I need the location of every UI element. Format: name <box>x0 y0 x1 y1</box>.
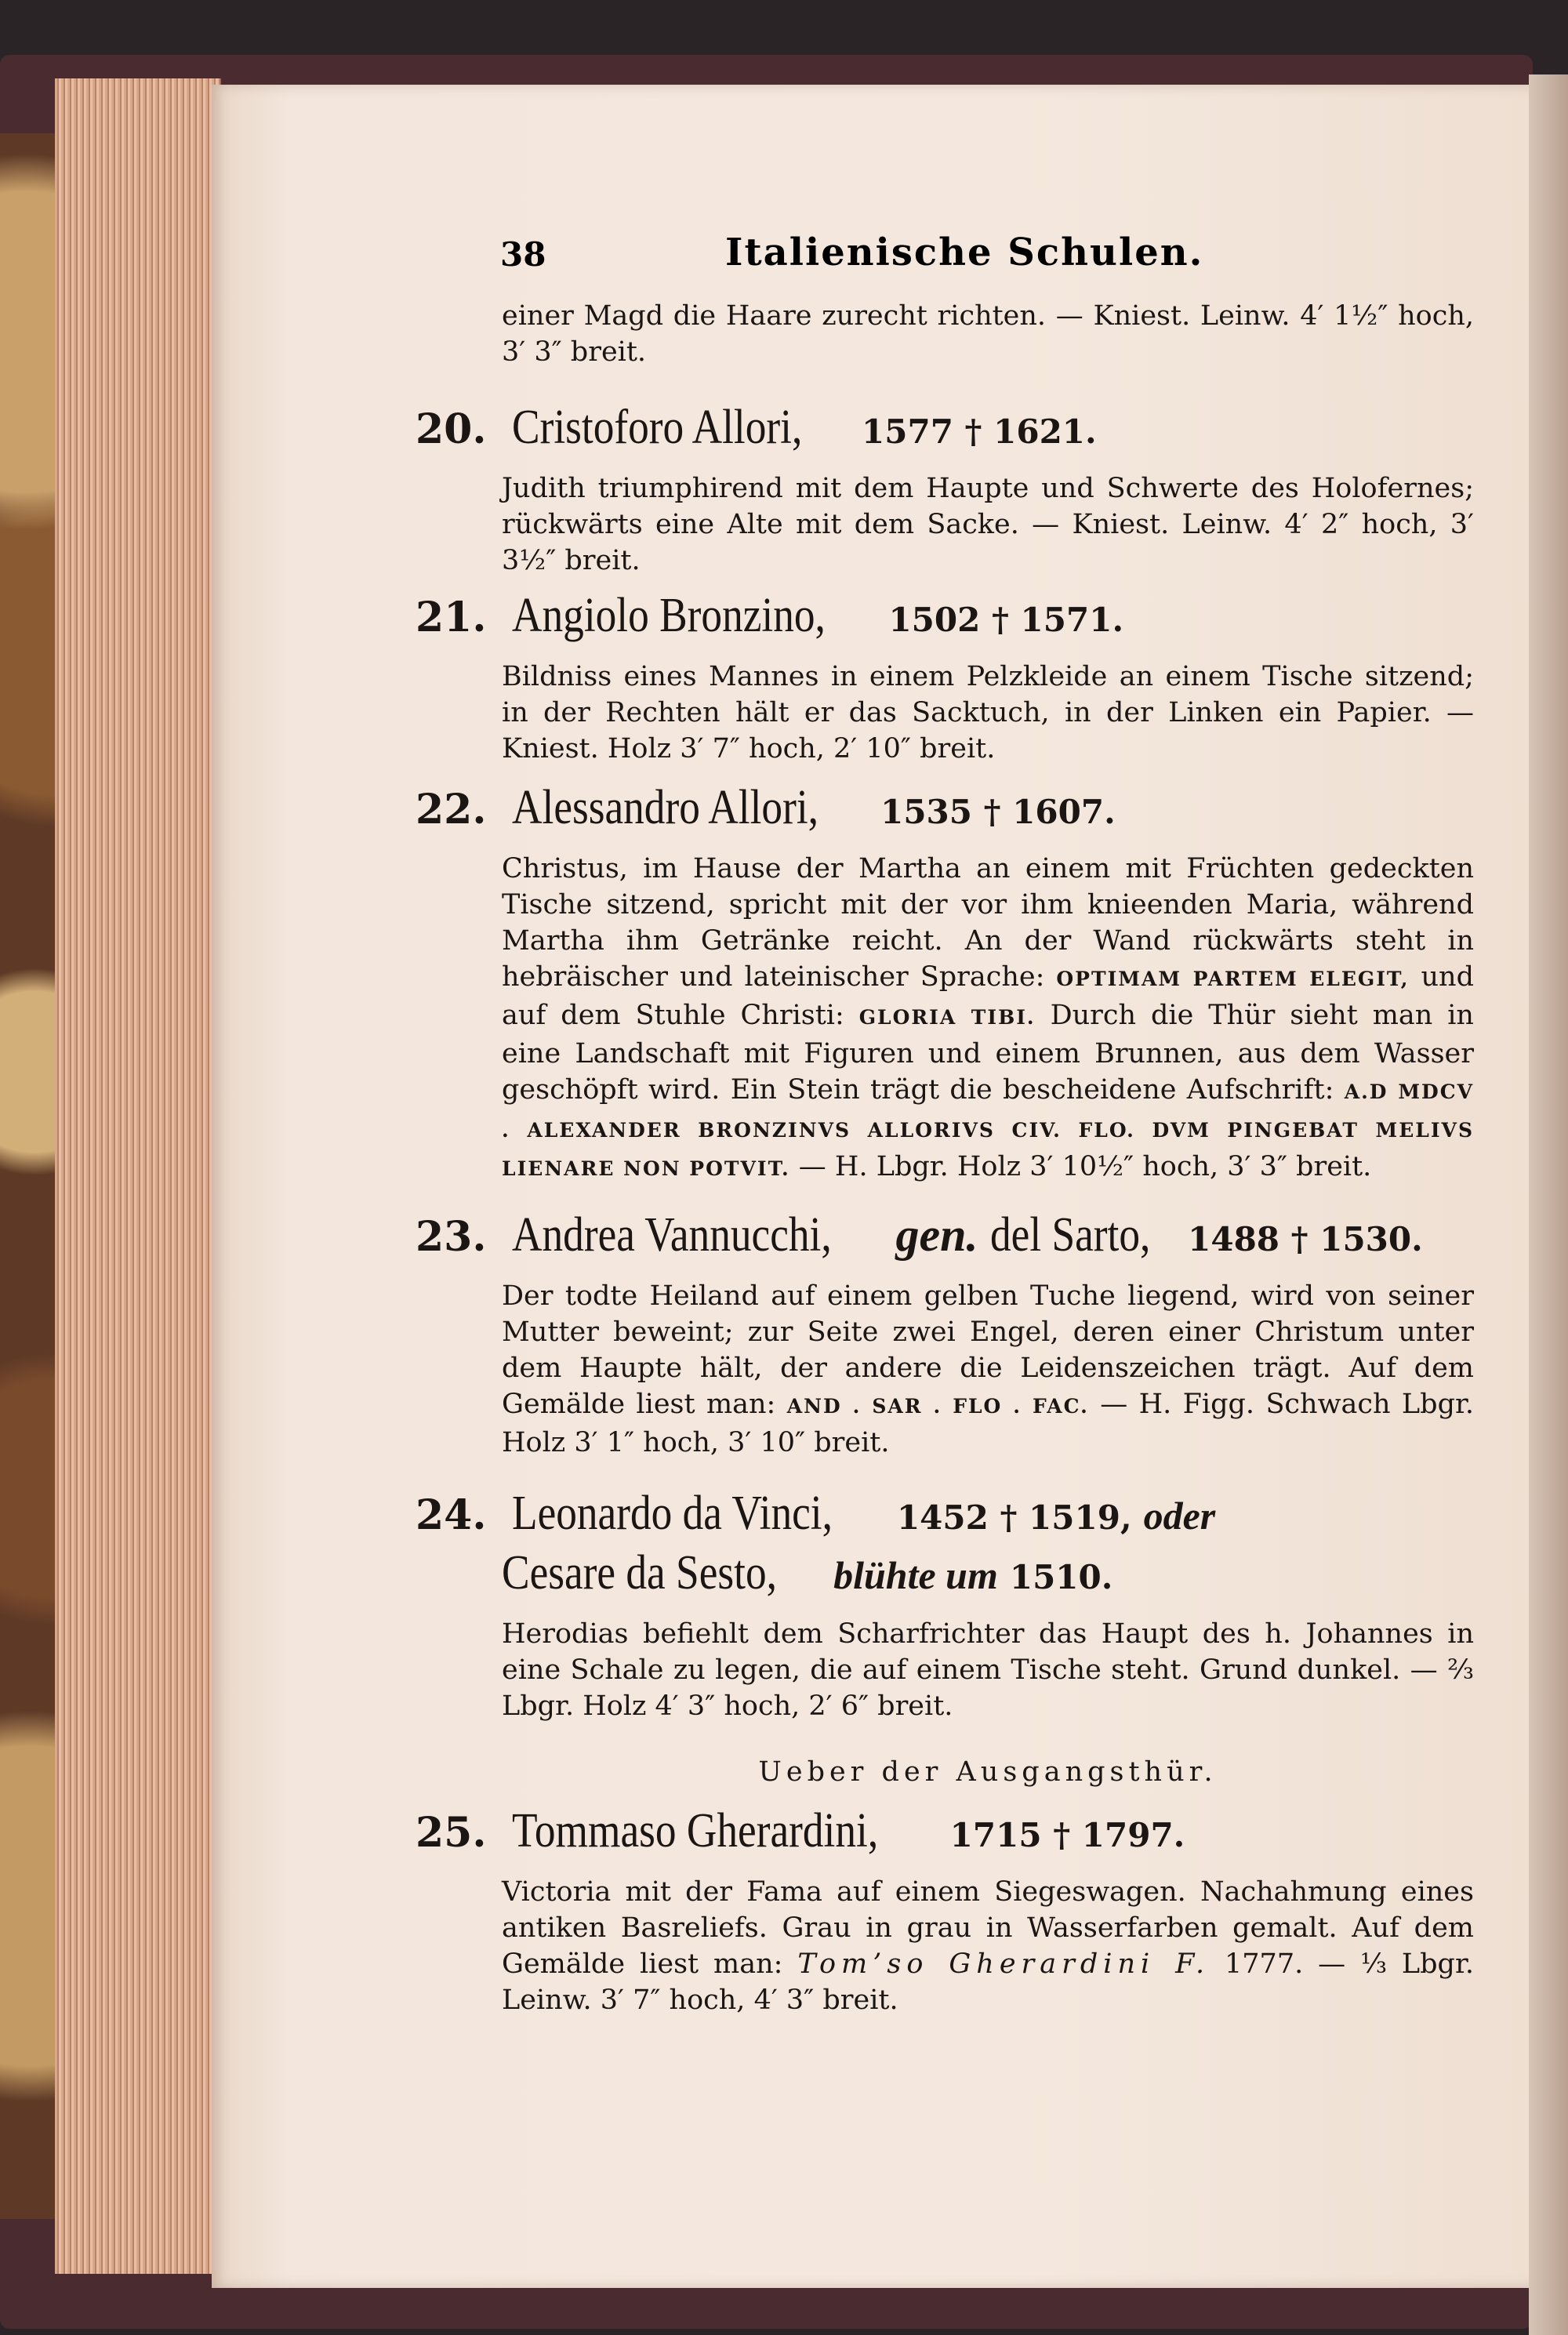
entry-heading <box>416 1486 1474 1605</box>
entry-heading <box>416 1207 1474 1267</box>
entry-number: 21. <box>416 594 487 641</box>
artist-name: Leonardo da Vinci, <box>512 1487 833 1540</box>
description-text: Der todte Heiland auf einem gelben Tuche liegend, wird von seiner Mutter beweint; zur Seite zwei Engel, deren einer Christum unter dem Haupte hält, der andere die Leidenszeichen trägt. Auf dem Gemälde liest man: <box>502 1280 1474 1420</box>
artist-dates: 1488 † 1530. <box>1188 1220 1423 1258</box>
entry-heading <box>416 588 1474 648</box>
description-text: — H. Lbgr. Holz 3′ 10½″ hoch, 3′ 3″ breit. <box>798 1151 1372 1182</box>
entry-21 <box>416 588 1474 767</box>
latin-inscription: GLORIA TIBI. <box>858 1006 1036 1029</box>
artist-dates: 1715 † 1797. <box>949 1816 1185 1854</box>
entry-number: 22. <box>416 786 487 833</box>
description-text: Bildniss eines Mannes in einem Pelzkleide an einem Tische sitzend; in der Rechten hält er das Sacktuch, in der Linken ein Papier. — Kniest. Holz 3′ 7″ hoch, 2′ 10″ breit. <box>502 661 1474 764</box>
entry-number: 20. <box>416 405 487 453</box>
painting-signature: Tom’so Gherardini F. <box>797 1948 1210 1980</box>
artist-name: Tommaso Gherardini, <box>512 1804 879 1857</box>
continuation-text <box>502 298 1474 370</box>
artist-dates: 1577 † 1621. <box>862 412 1097 451</box>
description-text: Herodias befiehlt dem Scharfrichter das Haupt des h. Johannes in eine Schale zu legen, die auf einem Tische steht. Grund dunkel. — ⅔ Lbgr. Holz 4′ 3″ hoch, 2′ 6″ breit. <box>502 1618 1474 1722</box>
artist-name: Andrea Vannucchi, <box>512 1208 833 1262</box>
running-head <box>290 231 1466 282</box>
description-text: Victoria mit der Fama auf einem Siegeswagen. Nachahmung eines antiken Basreliefs. Grau in grau in Wasserfarben gemalt. Auf dem Gemälde liest man: <box>502 1876 1474 1980</box>
artist-name: Cristoforo Allori, <box>512 401 803 454</box>
facing-page-edge <box>1529 74 1568 2335</box>
description-text: — H. Figg. Schwach Lbgr. Holz 3′ 1″ hoch, 3′ 10″ breit. <box>502 1389 1474 1458</box>
entry-description <box>502 1616 1474 1724</box>
entry-number: 24. <box>416 1491 487 1539</box>
entry-25 <box>416 1803 1474 2018</box>
flourished-year: 1510. <box>1009 1558 1113 1596</box>
description-text: 1777. — ⅓ Lbgr. Leinw. 3′ 7″ hoch, 4′ 3″ breit. <box>502 1948 1474 2016</box>
entry-heading <box>416 780 1474 840</box>
artist-dates: 1535 † 1607. <box>880 793 1116 831</box>
page-number: 38 <box>500 235 546 274</box>
name-abbreviation: gen. <box>895 1209 978 1261</box>
artist-name-tail: del Sarto, <box>989 1208 1150 1262</box>
entry-20 <box>416 400 1474 579</box>
continuation-line: einer Magd die Haare zurecht richten. — Kniest. Leinw. 4′ 1½″ hoch, 3′ 3″ breit. <box>502 300 1474 368</box>
artist-name: Angiolo Bronzino, <box>512 589 826 642</box>
entry-23 <box>416 1207 1474 1461</box>
location-subheading: Ueber der Ausgangsthür. <box>758 1756 1218 1788</box>
entry-description <box>502 851 1474 1187</box>
artist-dates: 1452 † 1519, <box>896 1498 1132 1537</box>
entry-heading <box>416 1803 1474 1863</box>
entry-description <box>502 470 1474 579</box>
section-title: Italienische Schulen. <box>725 231 1204 274</box>
description-text: und auf dem Stuhle Christi: <box>502 961 1474 1031</box>
entry-22 <box>416 780 1474 1187</box>
artist-name-alt: Cesare da Sesto, <box>502 1546 777 1600</box>
entry-heading <box>416 400 1474 459</box>
entry-number: 25. <box>416 1809 487 1857</box>
description-text: Judith triumphirend mit dem Haupte und Schwerte des Holofernes; rückwärts eine Alte mit dem Sacke. — Kniest. Leinw. 4′ 2″ hoch, 3′ 3½″ breit. <box>502 473 1474 576</box>
description-text: Durch die Thür sieht man in eine Landschaft mit Figuren und einem Brunnen, aus dem Wasser geschöpft wird. Ein Stein trägt die bescheidene Aufschrift: <box>502 1000 1474 1106</box>
entry-number: 23. <box>416 1213 487 1261</box>
entry-24 <box>416 1486 1474 1724</box>
page-edges <box>55 78 221 2274</box>
artist-dates: 1502 † 1571. <box>888 601 1124 639</box>
artist-name: Alessandro Allori, <box>512 781 819 834</box>
flourished-phrase: blühte um <box>833 1553 998 1597</box>
latin-inscription: A.D MDCV . ALEXANDER BRONZINVS ALLORIVS CIV. FLO. DVM PINGEBAT MELIVS LIENARE NON POTVIT. <box>502 1080 1474 1180</box>
description-text: Christus, im Hause der Martha an einem mit Früchten gedeckten Tische sitzend, spricht mit der vor ihm knieenden Maria, während Martha ihm Getränke reicht. An der Wand rückwärts steht in hebräischer und lateinischer Sprache: <box>502 853 1474 993</box>
entry-description <box>502 659 1474 767</box>
latin-inscription: AND . SAR . FLO . FAC. <box>786 1395 1089 1418</box>
latin-inscription: OPTIMAM PARTEM ELEGIT, <box>1056 968 1410 990</box>
entry-description <box>502 1278 1474 1461</box>
entry-description <box>502 1874 1474 2018</box>
connector-word: oder <box>1143 1494 1216 1538</box>
